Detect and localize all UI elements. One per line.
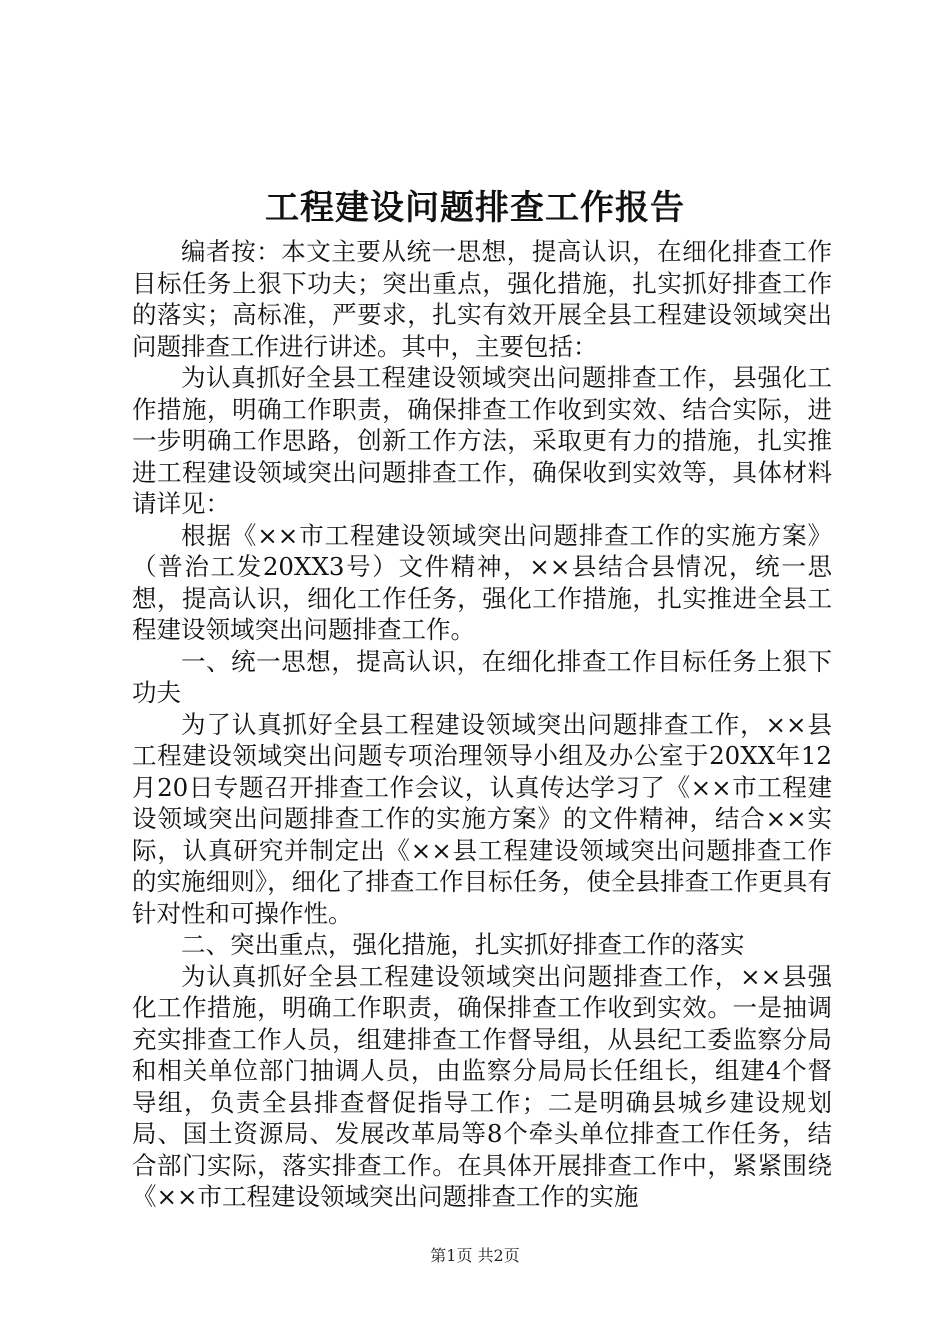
document-title: 工程建设问题排查工作报告	[265, 188, 685, 228]
section-heading-1: 一、统一思想，提高认识，在细化排查工作目标任务上狠下功夫	[132, 646, 832, 707]
summary-paragraph: 为认真抓好全县工程建设领域突出问题排查工作，县强化工作措施，明确工作职责，确保排查工作收到实效、结合实际，进一步明确工作思路，创新工作方法，采取更有力的措施，扎实推进工程建设领域突出问题排查工作，确保收到实效等，具体材料请详见：	[132, 363, 832, 518]
section-2-paragraph: 为认真抓好全县工程建设领域突出问题排查工作，××县强化工作措施，明确工作职责，确保排查工作收到实效。一是抽调充实排查工作人员，组建排查工作督导组，从县纪工委监察分局和相关单位部门抽调人员，由监察分局局长任组长，组建4个督导组，负责全县排查督促指导工作；二是明确县城乡建设规划局、国土资源局、发展改革局等8个牵头单位排查工作任务，结合部门实际，落实排查工作。在具体开展排查工作中，紧紧围绕《××市工程建设领域突出问题排查工作的实施	[132, 961, 832, 1211]
document-body	[132, 236, 832, 1213]
page-footer: 第1页 共2页	[430, 1246, 520, 1265]
section-1-paragraph: 为了认真抓好全县工程建设领域突出问题排查工作，××县工程建设领域突出问题专项治理领导小组及办公室于20XX年12月20日专题召开排查工作会议，认真传达学习了《××市工程建设领域突出问题排查工作的实施方案》的文件精神，结合××实际，认真研究并制定出《××县工程建设领域突出问题排查工作的实施细则》，细化了排查工作目标任务，使全县排查工作更具有针对性和可操作性。	[132, 709, 832, 928]
editor-note-paragraph: 编者按：本文主要从统一思想，提高认识，在细化排查工作目标任务上狠下功夫；突出重点，强化措施，扎实抓好排查工作的落实；高标准，严要求，扎实有效开展全县工程建设领域突出问题排查工作进行讲述。其中，主要包括：	[132, 237, 832, 361]
basis-paragraph: 根据《××市工程建设领域突出问题排查工作的实施方案》（普治工发20XX3号）文件精神，××县结合县情况，统一思想，提高认识，细化工作任务，强化工作措施，扎实推进全县工程建设领域突出问题排查工作。	[132, 520, 832, 644]
section-heading-2: 二、突出重点，强化措施，扎实抓好排查工作的落实	[181, 930, 745, 959]
